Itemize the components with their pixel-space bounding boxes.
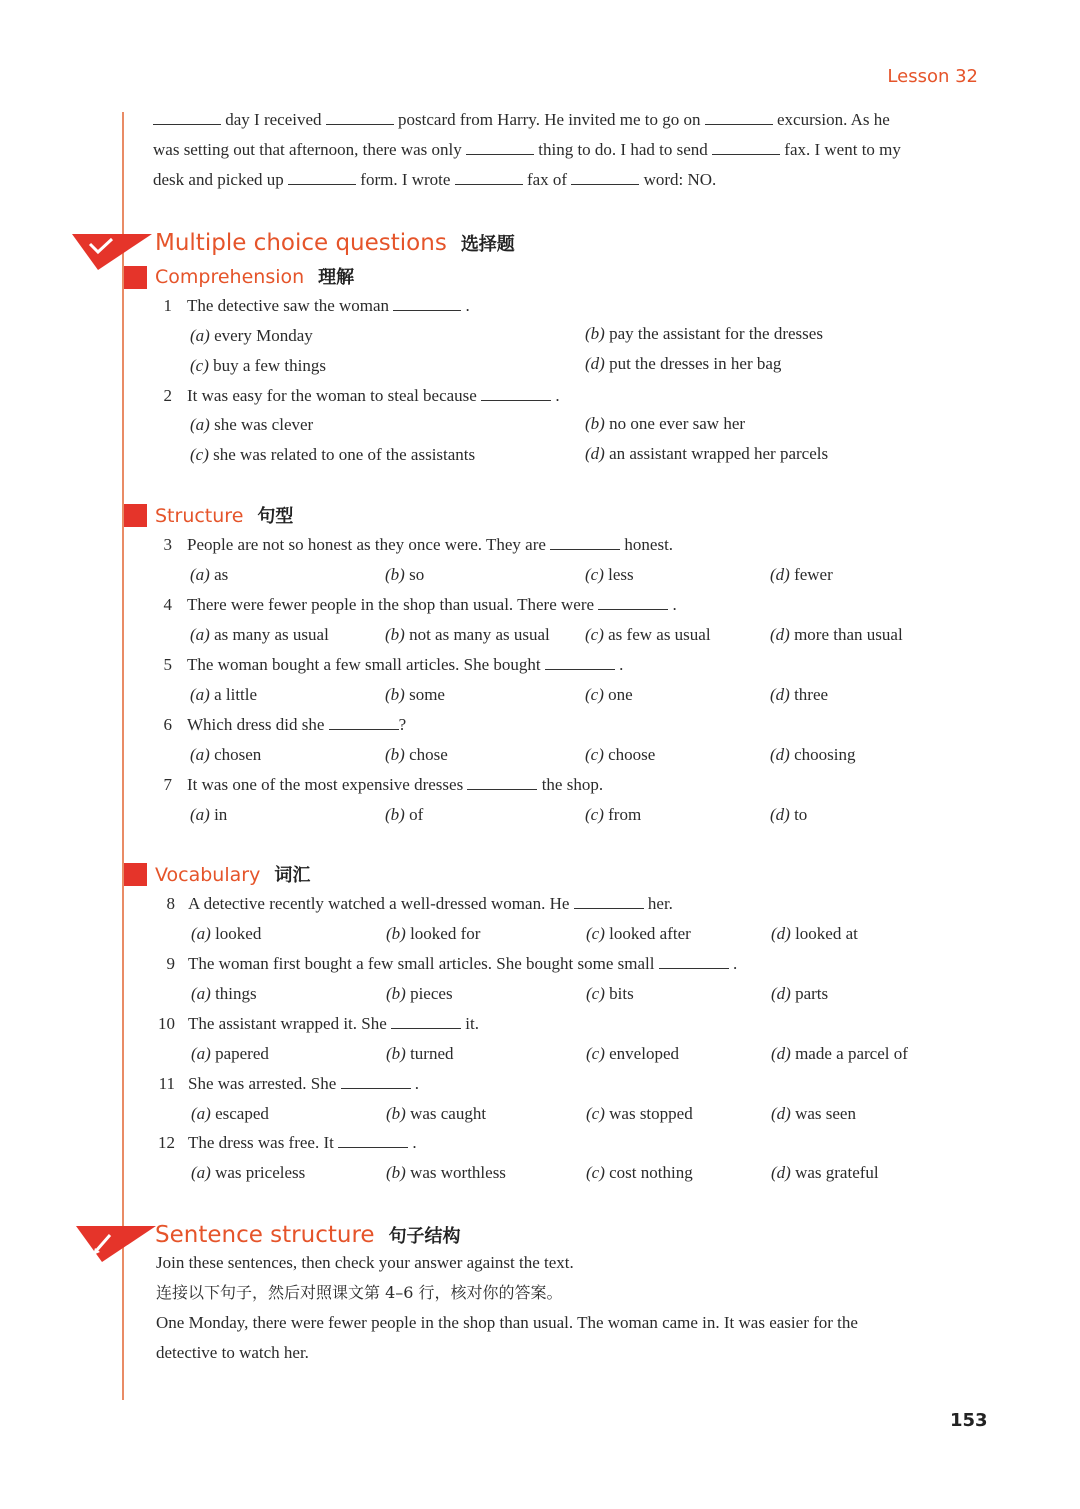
question-stem: There were fewer people in the shop than usual. There were .: [187, 595, 677, 614]
blank[interactable]: [326, 110, 394, 125]
option[interactable]: (b) so: [385, 565, 425, 584]
structure-title: Structure 句型: [155, 505, 294, 527]
blank[interactable]: [467, 775, 537, 790]
option[interactable]: (d) made a parcel of: [771, 1044, 908, 1063]
question-stem: She was arrested. She .: [188, 1074, 419, 1093]
blank[interactable]: [598, 595, 668, 610]
question-stem: The woman first bought a few small articles. She bought some small .: [188, 954, 738, 973]
option[interactable]: (b) no one ever saw her: [585, 414, 746, 433]
blank[interactable]: [659, 954, 729, 969]
option[interactable]: (c) bits: [586, 984, 634, 1003]
blank[interactable]: [329, 715, 399, 730]
option[interactable]: (b) was worthless: [386, 1163, 506, 1182]
option[interactable]: (b) turned: [386, 1044, 454, 1063]
section-marker: [124, 266, 147, 289]
page-number: 153: [950, 1410, 988, 1431]
blank[interactable]: [571, 170, 639, 185]
option[interactable]: (a) a little: [190, 685, 258, 704]
question-number: 2: [163, 386, 172, 405]
question-number: 9: [166, 954, 175, 973]
option[interactable]: (c) enveloped: [586, 1044, 679, 1063]
question-stem: A detective recently watched a well-dressed woman. He her.: [188, 894, 673, 913]
blank[interactable]: [705, 110, 773, 125]
blank[interactable]: [391, 1014, 461, 1029]
instruction-cn: 连接以下句子，然后对照课文第 4–6 行，核对你的答案。: [156, 1283, 563, 1302]
option[interactable]: (d) was grateful: [771, 1163, 879, 1182]
option[interactable]: (b) of: [385, 805, 424, 824]
option[interactable]: (d) was seen: [771, 1104, 856, 1123]
option[interactable]: (a) escaped: [191, 1104, 269, 1123]
blank[interactable]: [288, 170, 356, 185]
option[interactable]: (a) in: [190, 805, 228, 824]
question-number: 4: [163, 595, 172, 614]
section-marker: [124, 504, 147, 527]
option[interactable]: (b) chose: [385, 745, 448, 764]
option[interactable]: (c) looked after: [586, 924, 691, 943]
option[interactable]: (a) every Monday: [190, 326, 313, 345]
question-stem: The detective saw the woman .: [187, 296, 470, 315]
question-number: 1: [163, 296, 172, 315]
option[interactable]: (d) parts: [771, 984, 829, 1003]
blank[interactable]: [550, 535, 620, 550]
option[interactable]: (d) an assistant wrapped her parcels: [585, 444, 829, 463]
blank[interactable]: [712, 140, 780, 155]
option[interactable]: (d) looked at: [771, 924, 858, 943]
blank[interactable]: [545, 655, 615, 670]
blank[interactable]: [338, 1133, 408, 1148]
option[interactable]: (c) was stopped: [586, 1104, 693, 1123]
blank[interactable]: [455, 170, 523, 185]
option[interactable]: (c) cost nothing: [586, 1163, 693, 1182]
lesson-label: Lesson 32: [887, 66, 978, 87]
intro-line-3: desk and picked up form. I wrote fax of word: NO.: [153, 170, 717, 189]
question-stem: It was easy for the woman to steal because .: [187, 386, 560, 405]
option[interactable]: (c) choose: [585, 745, 656, 764]
option[interactable]: (a) as: [190, 565, 229, 584]
question-stem: It was one of the most expensive dresses the shop.: [187, 775, 604, 794]
question-number: 12: [158, 1133, 175, 1152]
option[interactable]: (d) put the dresses in her bag: [585, 354, 782, 373]
question-number: 6: [163, 715, 172, 734]
option[interactable]: (a) papered: [191, 1044, 269, 1063]
option[interactable]: (c) less: [585, 565, 634, 584]
margin-rule: [122, 112, 124, 1400]
mcq-title: Multiple choice questions 选择题: [155, 230, 515, 256]
option[interactable]: (a) as many as usual: [190, 625, 329, 644]
option[interactable]: (d) more than usual: [770, 625, 903, 644]
exercise-text-line-1: One Monday, there were fewer people in the shop than usual. The woman came in. It was easier for the: [156, 1313, 858, 1332]
pencil-icon: [76, 1224, 156, 1264]
blank[interactable]: [481, 386, 551, 401]
option[interactable]: (c) she was related to one of the assistants: [190, 445, 476, 464]
blank[interactable]: [153, 110, 221, 125]
question-number: 11: [158, 1074, 175, 1093]
option[interactable]: (b) pay the assistant for the dresses: [585, 324, 823, 343]
option[interactable]: (a) she was clever: [190, 415, 314, 434]
sentence-structure-title: Sentence structure 句子结构: [155, 1222, 461, 1248]
option[interactable]: (d) to: [770, 805, 808, 824]
option[interactable]: (b) pieces: [386, 984, 453, 1003]
option[interactable]: (b) was caught: [386, 1104, 487, 1123]
vocabulary-title: Vocabulary 词汇: [155, 864, 311, 886]
question-number: 7: [163, 775, 172, 794]
option[interactable]: (c) one: [585, 685, 633, 704]
option[interactable]: (a) chosen: [190, 745, 262, 764]
option[interactable]: (a) looked: [191, 924, 262, 943]
option[interactable]: (d) fewer: [770, 565, 833, 584]
option[interactable]: (c) buy a few things: [190, 356, 326, 375]
section-marker: [124, 863, 147, 886]
comprehension-title: Comprehension 理解: [155, 266, 355, 288]
blank[interactable]: [341, 1074, 411, 1089]
option[interactable]: (a) things: [191, 984, 257, 1003]
instruction: Join these sentences, then check your answer against the text.: [156, 1253, 574, 1272]
option[interactable]: (b) some: [385, 685, 445, 704]
option[interactable]: (c) from: [585, 805, 642, 824]
blank[interactable]: [466, 140, 534, 155]
intro-line-1: day I received postcard from Harry. He invited me to go on excursion. As he: [153, 109, 890, 131]
blank[interactable]: [393, 296, 461, 311]
exercise-text-line-2: detective to watch her.: [156, 1343, 309, 1362]
option[interactable]: (b) looked for: [386, 924, 481, 943]
question-number: 8: [166, 894, 175, 913]
intro-line-2: was setting out that afternoon, there was only thing to do. I had to send fax. I went to my: [153, 140, 901, 159]
question-stem: Which dress did she ?: [187, 715, 407, 734]
question-number: 10: [158, 1014, 175, 1033]
question-stem: People are not so honest as they once were. They are honest.: [187, 535, 674, 554]
option[interactable]: (a) was priceless: [191, 1163, 306, 1182]
option[interactable]: (c) as few as usual: [585, 625, 711, 644]
question-stem: The assistant wrapped it. She it.: [188, 1014, 479, 1033]
question-stem: The woman bought a few small articles. She bought .: [187, 655, 624, 674]
option[interactable]: (d) three: [770, 685, 829, 704]
option[interactable]: (d) choosing: [770, 745, 856, 764]
question-number: 5: [163, 655, 172, 674]
option[interactable]: (b) not as many as usual: [385, 625, 550, 644]
blank[interactable]: [574, 894, 644, 909]
question-stem: The dress was free. It .: [188, 1133, 417, 1152]
question-number: 3: [163, 535, 172, 554]
